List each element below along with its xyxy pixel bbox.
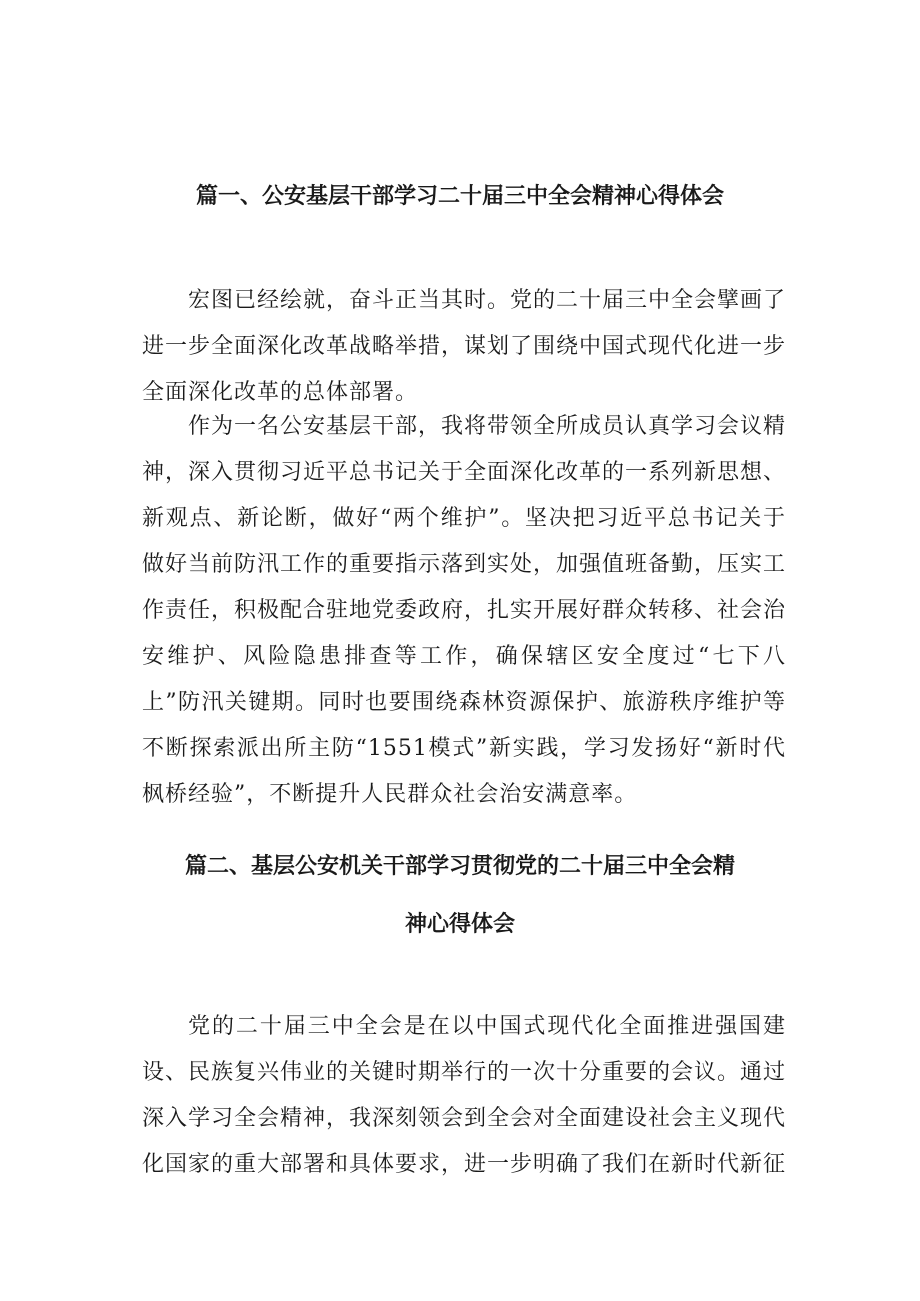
- section-2-paragraph-1: 党的二十届三中全会是在以中国式现代化全面推进强国建设、民族复兴伟业的关键时期举行的一次十分重要的会议。通过深入学习全会精神，我深刻领会到全会对全面建设社会主义现代化国家的重大部署和具体要求，进一步明确了我们在新时代新征: [142, 1014, 786, 1177]
- section-1-title: 篇一、公安基层干部学习二十届三中全会精神心得体会: [195, 184, 724, 209]
- section-1-paragraph-2: 作为一名公安基层干部，我将带领全所成员认真学习会议精神，深入贯彻习近平总书记关于全面深化改革的一系列新思想、新观点、新论断，做好“两个维护”。坚决把习近平总书记关于做好当前防汛工作的重要指示落到实处，加强值班备勤，压实工作责任，积极配合驻地党委政府，扎实开展好群众转移、社会治安维护、风险隐患排查等工作，确保辖区安全度过“七下八上”防汛关键期。同时也要围绕森林资源保护、旅游秩序维护等不断探索派出所主防“1551模式”新实践，学习发扬好“新时代枫桥经验”，不断提升人民群众社会治安满意率。: [142, 414, 787, 807]
- section-2-title-line-2: 神心得体会: [404, 912, 515, 937]
- section-2-title-line-1: 篇二、基层公安机关干部学习贯彻党的二十届三中全会精: [184, 854, 735, 879]
- section-1-paragraph-1: 宏图已经绘就，奋斗正当其时。党的二十届三中全会擘画了进一步全面深化改革战略举措，谋划了围绕中国式现代化进一步全面深化改革的总体部署。: [142, 288, 787, 405]
